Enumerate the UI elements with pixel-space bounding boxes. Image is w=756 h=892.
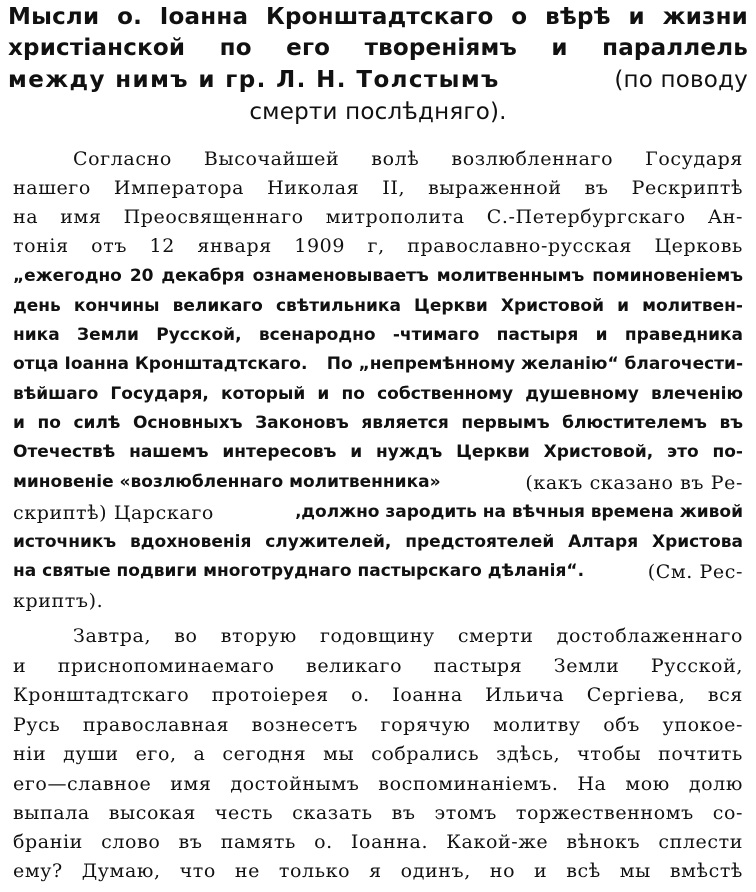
- p1-line-3: на имя Преосвященнаго митрополита С.-Петербургскаго Ан-: [13, 206, 743, 228]
- p1-line-16: криптъ).: [13, 590, 104, 612]
- p1-line-4: тонія отъ 12 января 1909 г, православно-русская Церковь: [13, 235, 743, 257]
- p1-line-14: источникъ вдохновенія служителей, предстоятелей Алтаря Христова: [13, 532, 743, 552]
- p1-line-5: „ежегодно 20 декабря ознаменовываетъ молитвеннымъ поминовеніемъ: [13, 266, 743, 286]
- p1-line-1: Согласно Высочайшей волѣ возлюбленнаго Государя: [73, 148, 743, 170]
- p2-line-3: Кронштадтскаго протоіерея о. Іоанна Ильича Сергіева, вся: [13, 684, 743, 706]
- p1-line-6: день кончины великаго свѣтильника Церкви Христовой и молитвен-: [13, 296, 743, 316]
- p1-line-15-a: на святые подвиги многотруднаго пастырскаго дѣланія“.: [13, 561, 585, 581]
- p1-line-12-a: миновеніе «возлюбленнаго молитвенника»: [13, 472, 441, 492]
- p1-line-13-a: скриптѣ) Царскаго: [13, 502, 214, 524]
- title-line-3-tail: (по поводу: [614, 67, 748, 93]
- p1-line-12: [13, 472, 743, 494]
- p1-line-7: ника Земли Русской, всенародно -чтимаго пастыря и праведника: [13, 325, 743, 345]
- p1-line-8-tail-c: “ благочести-: [607, 354, 743, 374]
- p1-line-8: [13, 354, 743, 374]
- p1-line-2: нашего Императора Николая II, выраженной въ Рескриптѣ: [13, 177, 743, 199]
- p2-line-7: выпала высокая честь сказать въ этомъ торжественномъ со-: [13, 802, 743, 824]
- p1-line-8-tail-b: непремѣнному желанію: [369, 354, 608, 374]
- p1-line-8-tail: [327, 354, 743, 374]
- p1-line-11: Отечествѣ нашемъ интересовъ и нуждъ Церкви Христовой, это по-: [13, 442, 743, 462]
- p1-line-15: [13, 561, 743, 583]
- p1-line-15-b: (См. Рес-: [647, 561, 743, 583]
- p2-line-2: и приснопоминаемаго великаго пастыря Земли Русской,: [13, 655, 743, 677]
- p1-line-10: и по силѣ Основныхъ Законовъ является первымъ блюстителемъ въ: [13, 413, 743, 433]
- title-line-1: Мысли о. Іоанна Кронштадтскаго о вѣрѣ и жизни: [8, 4, 748, 30]
- p1-line-12-b: (какъ сказано въ Ре-: [525, 472, 743, 494]
- title-line-3-main: между нимъ и гр. Л. Н. Толстымъ: [8, 67, 500, 93]
- p1-line-13: [13, 502, 743, 524]
- p2-line-8: браніи слово въ память о. Іоанна. Какой-же вѣнокъ сплести: [13, 831, 743, 853]
- title-line-2: христіанской по его твореніямъ и параллель: [8, 35, 748, 61]
- p1-line-13-b: ‚должно зародить на вѣчныя времена живой: [294, 502, 743, 522]
- title-line-4: смерти послѣдняго).: [249, 99, 507, 125]
- p2-line-5: ніи души его, а сегодня мы собрались здѣсь, чтобы почтить: [13, 743, 743, 765]
- p1-line-8-main: отца Іоанна Кронштадтскаго.: [13, 354, 308, 374]
- p2-line-1: Завтра, во вторую годовщину смерти достоблаженнаго: [73, 625, 743, 647]
- p2-line-9: ему? Думаю, что не только я одинъ, но и всѣ мы вмѣстѣ: [13, 860, 743, 882]
- p2-line-6: его—славное имя достойнымъ воспоминаніемъ. На мою долю: [13, 773, 743, 795]
- p1-line-8-tail-a: По „: [326, 354, 370, 374]
- p1-line-9: вѣйшаго Государя, который и по собственному душевному влеченію: [13, 384, 743, 404]
- title-line-3: [8, 67, 748, 93]
- p2-line-4: Русь православная вознесетъ горячую молитву объ упокое-: [13, 714, 743, 736]
